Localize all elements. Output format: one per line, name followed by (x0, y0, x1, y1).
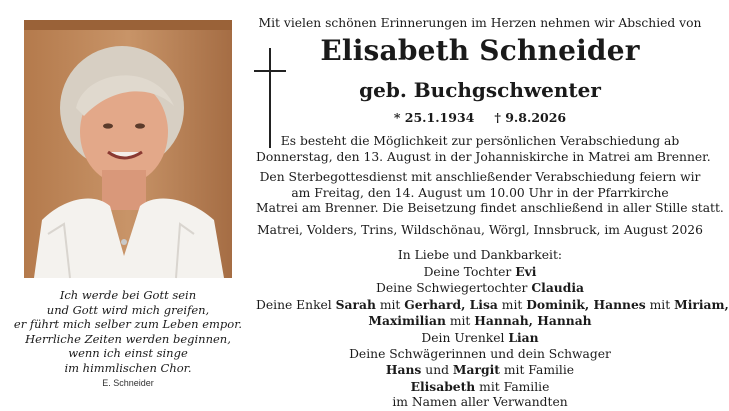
mourner-line: Deine Enkel Sarah mit Gerhard, Lisa mit Dominik, Hannes mit Miriam, (256, 296, 729, 312)
poem-line: Herrliche Zeiten werden beginnen, (25, 331, 231, 346)
poem-line: wenn ich einst singe (68, 346, 188, 360)
death-date: † 9.8.2026 (494, 110, 567, 125)
poem (6, 288, 250, 375)
paragraph-line: Matrei am Brenner. Die Beisetzung findet anschließend in aller Stille statt. (256, 201, 724, 216)
poem-line: er führt mich selber zum Leben empor. (13, 317, 243, 331)
farewell-paragraph (256, 134, 711, 165)
paragraph-line: am Freitag, den 14. August um 10.00 Uhr in der Pfarrkirche (291, 185, 669, 200)
maiden-name: geb. Buchgschwenter (359, 78, 601, 102)
poem-line: und Gott wird mich greifen, (46, 302, 210, 317)
portrait-photo (24, 20, 232, 278)
place-date: Matrei, Volders, Trins, Wildschönau, Wörgl, Innsbruck, im August 2026 (257, 223, 703, 237)
mourner-line: Maximilian mit Hannah, Hannah (368, 313, 592, 329)
mourner-line: Deine Schwägerinnen und dein Schwager (349, 346, 611, 361)
paragraph-line: Es besteht die Möglichkeit zur persönlichen Verabschiedung ab (280, 134, 680, 148)
mourner-line: im Namen aller Verwandten (392, 395, 568, 410)
mourners-list (256, 248, 729, 411)
paragraph-line: Donnerstag, den 13. August in der Johanniskirche in Matrei am Brenner. (256, 149, 711, 164)
paragraph-line: Den Sterbegottesdienst mit anschließender Verabschiedung feiern wir (259, 170, 701, 184)
mourner-line: Deine Tochter Evi (423, 263, 537, 279)
service-paragraph (256, 170, 724, 217)
mourner-line: Deine Schwiegertochter Claudia (376, 280, 584, 296)
birth-date: * 25.1.1934 (393, 110, 475, 125)
poem-line: im himmlischen Chor. (64, 360, 192, 375)
mourner-line: Dein Urenkel Lian (421, 329, 539, 345)
intro-text: Mit vielen schönen Erinnerungen im Herzen nehmen wir Abschied von (258, 16, 702, 30)
life-dates (256, 110, 704, 125)
mourner-line: Elisabeth mit Familie (410, 378, 550, 394)
deceased-name: Elisabeth Schneider (320, 34, 640, 67)
mourners-intro: In Liebe und Dankbarkeit: (397, 248, 563, 262)
poem-line: Ich werde bei Gott sein (59, 288, 197, 302)
mourner-line: Hans und Margit mit Familie (385, 362, 575, 378)
poem-author: E. Schneider (102, 378, 154, 388)
